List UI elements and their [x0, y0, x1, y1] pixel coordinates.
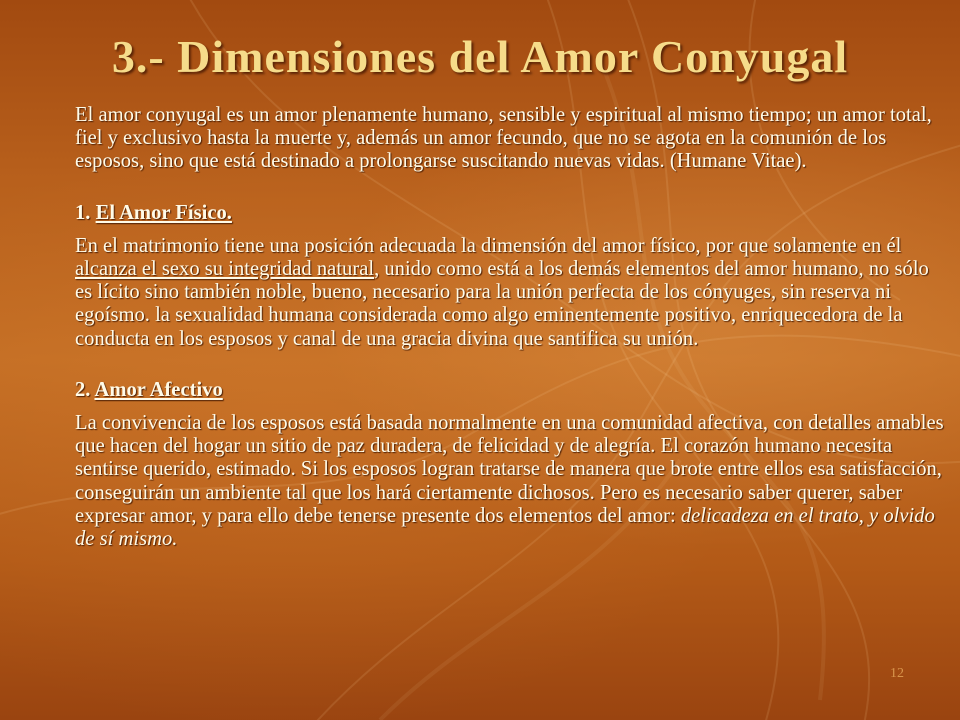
paragraph-text: La convivencia de los esposos está basada normalmente en una comunidad afectiva, con detalles amables que hacen del hogar un sitio de paz duradera, de felicidad y de alegría. El corazón humano necesita sentirse querido, estimado. Si los esposos logran tratarse de manera que brote entre ellos esa satisfacción, conseguirán un ambiente tal que los hará ciertamente dichosos. Pero es necesario saber querer, saber expresar amor, y para ello debe tenerse presente dos elementos del amor: [75, 412, 944, 527]
section-title: El Amor Físico. [95, 201, 232, 224]
slide-title: 3.- Dimensiones del Amor Conyugal [111, 31, 849, 82]
section-physical-love [75, 202, 947, 351]
paragraph-text: , unido como está a los demás elementos del amor humano, no sólo es lícito sino también noble, bueno, necesario para la unión perfecta de los cónyuges, sin reserva ni egoísmo. la sexualidad humana considerada como algo eminentemente positivo, enriquecedora de la conducta en los esposos y canal de una gracia divina que santifica su unión. [75, 258, 929, 350]
section-affective-love [75, 379, 947, 551]
underlined-phrase: alcanza el sexo su integridad natural [75, 258, 375, 281]
section-paragraph [75, 412, 947, 551]
section-title: Amor Afectivo [94, 378, 223, 401]
page-number: 12 [890, 666, 904, 681]
section-heading [75, 202, 947, 225]
italic-phrase: delicadeza en el trato, y olvido de sí mismo. [75, 504, 935, 551]
paragraph-text: En el matrimonio tiene una posición adecuada la dimensión del amor físico, por que solamente en él [75, 234, 902, 257]
section-heading [75, 379, 947, 402]
section-number: 2. [75, 378, 95, 401]
section-paragraph [75, 235, 947, 351]
slide-body [75, 104, 947, 551]
intro-paragraph: El amor conyugal es un amor plenamente humano, sensible y espiritual al mismo tiempo; un amor total, fiel y exclusivo hasta la muerte y, además un amor fecundo, que no se agota en la comunión de los esposos, sino que está destinado a prolongarse suscitando nuevas vidas. (Humane Vitae). [75, 104, 932, 173]
section-number: 1. [75, 201, 96, 224]
